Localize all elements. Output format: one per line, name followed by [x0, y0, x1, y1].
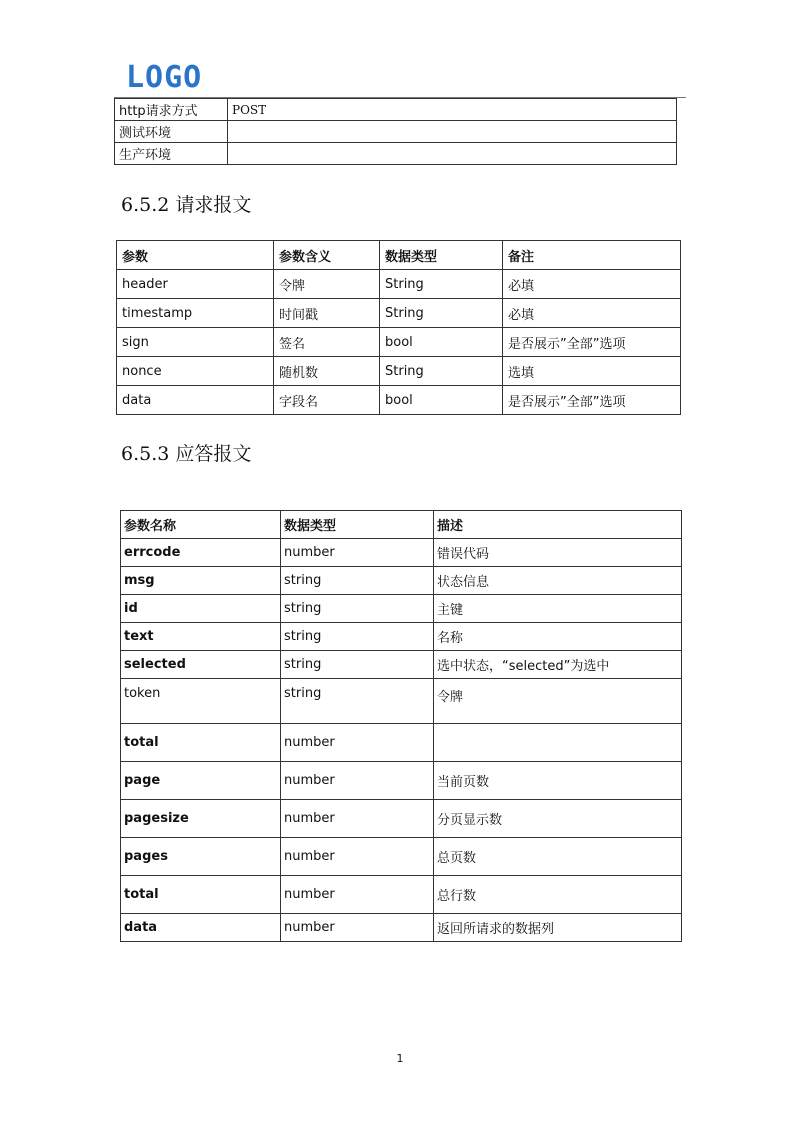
table-cell: id	[121, 595, 281, 623]
table-row	[121, 876, 682, 914]
table-row	[121, 651, 682, 679]
table-cell: selected	[121, 651, 281, 679]
table-row	[121, 539, 682, 567]
table-cell: nonce	[117, 357, 274, 386]
table-cell: 主键	[434, 595, 682, 623]
table-cell: 令牌	[274, 270, 380, 299]
table-cell: string	[281, 567, 434, 595]
table-cell: data	[121, 914, 281, 942]
table-cell	[434, 724, 682, 762]
column-header: 数据类型	[281, 511, 434, 539]
table-cell: number	[281, 762, 434, 800]
table-cell: 字段名	[274, 386, 380, 415]
request-section-heading: 6.5.2 请求报文	[121, 194, 252, 216]
table-cell: number	[281, 838, 434, 876]
table-cell: 签名	[274, 328, 380, 357]
table-cell: bool	[380, 328, 503, 357]
table-cell: 是否展示”全部”选项	[503, 328, 681, 357]
logo: LOGO	[126, 60, 203, 95]
prod-env-value	[228, 143, 677, 165]
table-cell: String	[380, 299, 503, 328]
table-cell: 返回所请求的数据列	[434, 914, 682, 942]
table-row	[121, 762, 682, 800]
table-cell: data	[117, 386, 274, 415]
table-header-row	[121, 511, 682, 539]
table-cell: token	[121, 679, 281, 724]
table-row	[121, 800, 682, 838]
table-row	[115, 99, 677, 121]
table-cell: 当前页数	[434, 762, 682, 800]
table-cell: 总页数	[434, 838, 682, 876]
table-row	[121, 838, 682, 876]
response-params-table	[120, 510, 682, 942]
table-cell: 必填	[503, 299, 681, 328]
table-cell: string	[281, 651, 434, 679]
test-env-value	[228, 121, 677, 143]
table-row	[115, 143, 677, 165]
table-header-row	[117, 241, 681, 270]
table-cell: string	[281, 595, 434, 623]
table-cell: 状态信息	[434, 567, 682, 595]
table-cell: msg	[121, 567, 281, 595]
column-header: 描述	[434, 511, 682, 539]
table-cell: text	[121, 623, 281, 651]
table-row	[117, 357, 681, 386]
table-cell: 选填	[503, 357, 681, 386]
table-cell: 令牌	[434, 679, 682, 724]
http-method-table	[114, 98, 677, 165]
table-cell: 分页显示数	[434, 800, 682, 838]
table-cell: number	[281, 876, 434, 914]
table-cell: errcode	[121, 539, 281, 567]
table-cell: page	[121, 762, 281, 800]
table-row	[121, 623, 682, 651]
table-cell: 错误代码	[434, 539, 682, 567]
table-row	[121, 914, 682, 942]
table-cell: pagesize	[121, 800, 281, 838]
table-cell: string	[281, 679, 434, 724]
table-row	[117, 328, 681, 357]
table-cell: 是否展示”全部”选项	[503, 386, 681, 415]
prod-env-label: 生产环境	[115, 143, 228, 165]
table-cell: number	[281, 539, 434, 567]
table-cell: 选中状态，“selected”为选中	[434, 651, 682, 679]
request-params-table	[116, 240, 681, 415]
table-cell: 时间戳	[274, 299, 380, 328]
table-cell: 总行数	[434, 876, 682, 914]
table-cell: String	[380, 357, 503, 386]
table-row	[121, 724, 682, 762]
table-row	[117, 270, 681, 299]
table-cell: number	[281, 724, 434, 762]
table-cell: pages	[121, 838, 281, 876]
table-row	[121, 567, 682, 595]
table-row	[117, 299, 681, 328]
table-cell: String	[380, 270, 503, 299]
column-header: 备注	[503, 241, 681, 270]
response-section-heading: 6.5.3 应答报文	[121, 443, 252, 465]
table-row	[121, 595, 682, 623]
table-cell: number	[281, 914, 434, 942]
table-row	[121, 679, 682, 724]
table-cell: sign	[117, 328, 274, 357]
table-cell: number	[281, 800, 434, 838]
table-row	[117, 386, 681, 415]
column-header: 参数	[117, 241, 274, 270]
column-header: 参数名称	[121, 511, 281, 539]
method-label: http请求方式	[115, 99, 228, 121]
page-number: 1	[396, 1052, 404, 1065]
table-cell: 必填	[503, 270, 681, 299]
table-cell: header	[117, 270, 274, 299]
table-cell: 名称	[434, 623, 682, 651]
table-cell: 随机数	[274, 357, 380, 386]
column-header: 数据类型	[380, 241, 503, 270]
table-row	[115, 121, 677, 143]
table-cell: total	[121, 724, 281, 762]
table-cell: bool	[380, 386, 503, 415]
table-cell: timestamp	[117, 299, 274, 328]
column-header: 参数含义	[274, 241, 380, 270]
method-value: POST	[228, 99, 677, 121]
test-env-label: 测试环境	[115, 121, 228, 143]
table-cell: total	[121, 876, 281, 914]
table-cell: string	[281, 623, 434, 651]
